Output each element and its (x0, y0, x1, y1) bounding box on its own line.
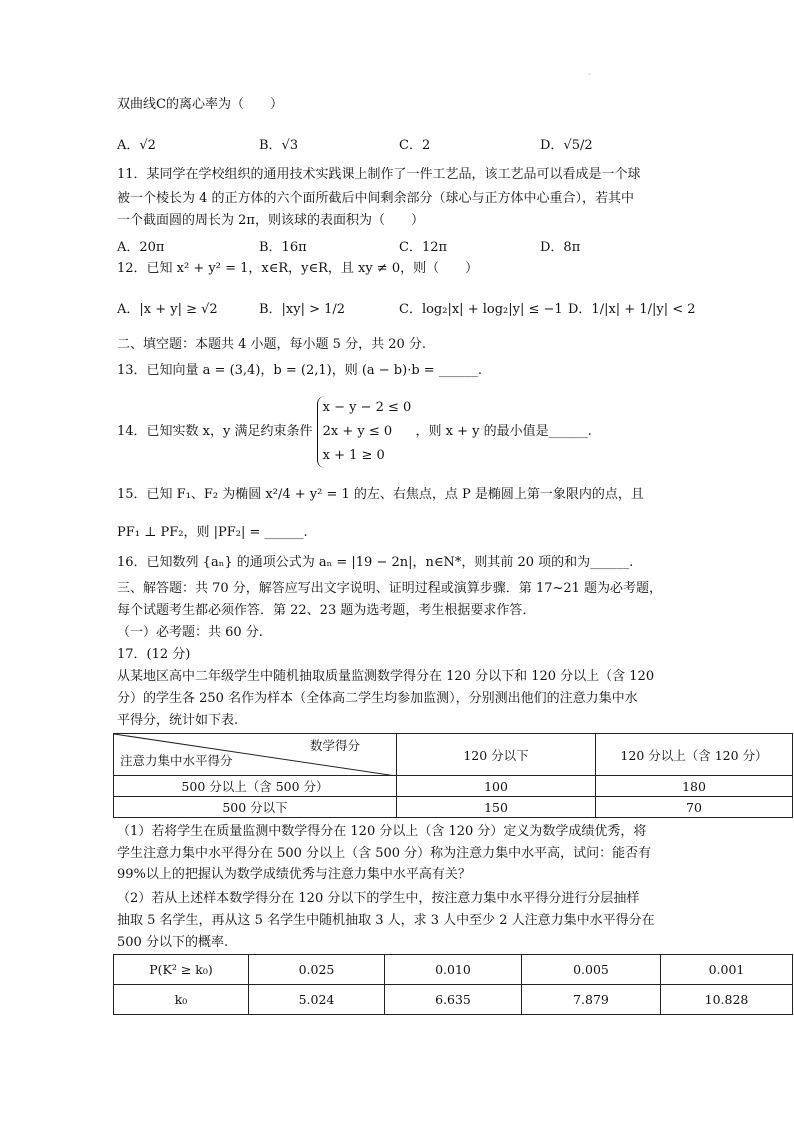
table-row (114, 985, 793, 1015)
q14-ineq-3: x + 1 ≥ 0 (322, 448, 385, 463)
table-row (114, 776, 793, 797)
q12-option-d: D．1/|x| + 1/|y| < 2 (568, 302, 696, 317)
cell: 0.001 (661, 955, 793, 985)
q14-pre: 14．已知实数 x，y 满足约束条件 (117, 424, 313, 439)
row-label-k0: k₀ (114, 985, 249, 1015)
q11-option-c: C．12π (399, 240, 448, 255)
q17-part2-line2: 抽取 5 名学生，再从这 5 名学生中随机抽取 3 人，求 3 人中至少 2 人注意力集中水平得分在 (117, 913, 655, 928)
q11-line3: 一个截面圆的周长为 2π，则该球的表面积为（ ） (117, 213, 424, 228)
row-label: 500 分以上（含 500 分） (114, 776, 397, 797)
cell: 10.828 (661, 985, 793, 1015)
q10-option-b: B．√3 (259, 138, 299, 153)
q17-part2-line1: （2）若从上述样本数学得分在 120 分以下的学生中，按注意力集中水平得分进行分层抽样 (117, 891, 640, 906)
attention-score-table (113, 733, 793, 818)
col-header-below-120: 120 分以下 (397, 734, 596, 776)
q17-line1: 从某地区高中二年级学生中随机抽取质量监测数学得分在 120 分以下和 120 分以上（含 120 (117, 669, 655, 684)
q11-line1: 11．某同学在学校组织的通用技术实践课上制作了一件工艺品，该工艺品可以看成是一个球 (117, 167, 641, 182)
section-3-line1: 三、解答题：共 70 分，解答应写出文字说明、证明过程或演算步骤．第 17~21 题为必考题， (117, 581, 663, 596)
q14-system (317, 396, 412, 468)
cell: 0.005 (522, 955, 661, 985)
q15-line1: 15．已知 F₁、F₂ 为椭圆 x²/4 + y² = 1 的左、右焦点，点 P 是椭圆上第一象限内的点，且 (117, 487, 644, 502)
q11-line2: 被一个棱长为 4 的正方体的六个面所截后中间剩余部分（球心与正方体中心重合），若其中 (117, 191, 635, 206)
cell: 7.879 (522, 985, 661, 1015)
header-math-score: 数学得分 (309, 738, 360, 753)
q16: 16．已知数列 {aₙ} 的通项公式为 aₙ = |19 − 2n|，n∈N*，则其前 20 项的和为______. (117, 555, 634, 570)
q11-option-d: D．8π (540, 240, 581, 255)
q17-part1-line1: （1）若将学生在质量监测中数学得分在 120 分以上（含 120 分）定义为数学成绩优秀，将 (117, 824, 647, 839)
critical-value-table (113, 954, 793, 1015)
q17-part2-line3: 500 分以下的概率. (117, 935, 229, 950)
cell: 5.024 (249, 985, 385, 1015)
q10-tail: 双曲线C的离心率为（ ） (117, 97, 283, 112)
q10-option-a: A．√2 (117, 138, 156, 153)
cell: 70 (596, 797, 793, 818)
q15-line2: PF₁ ⊥ PF₂，则 |PF₂| = ______. (117, 525, 308, 540)
q11-option-a: A．20π (117, 240, 165, 255)
cell: 0.025 (249, 955, 385, 985)
q17-line2: 分）的学生各 250 名作为样本（全体高二学生均参加监测），分别测出他们的注意力集中水 (117, 691, 638, 706)
section-2-heading: 二、填空题：本题共 4 小题，每小题 5 分，共 20 分. (117, 337, 427, 352)
diagonal-header-cell (114, 734, 397, 776)
q14-post: ，则 x + y 的最小值是______. (415, 424, 592, 439)
q17-part1-line2: 学生注意力集中水平得分在 500 分以上（含 500 分）称为注意力集中水平高，试问：能否有 (117, 846, 652, 861)
q14 (117, 396, 592, 468)
cell: 180 (596, 776, 793, 797)
q12-option-c: C．log₂|x| + log₂|y| ≤ −1 (399, 302, 563, 317)
q12-stem: 12．已知 x² + y² = 1，x∈R，y∈R，且 xy ≠ 0，则（ ） (117, 261, 479, 276)
cell: 150 (397, 797, 596, 818)
sub-section-heading: （一）必考题：共 60 分. (117, 625, 263, 640)
cell: 100 (397, 776, 596, 797)
q17-part1-line3: 99%以上的把握认为数学成绩优秀与注意力集中水平高有关？ (117, 867, 471, 882)
scan-dot: · (588, 70, 591, 79)
q10-option-d: D．√5/2 (540, 138, 593, 153)
q12-option-b: B．|xy| > 1/2 (259, 302, 346, 317)
col-header-above-120: 120 分以上（含 120 分） (596, 734, 793, 776)
q14-ineq-1: x − y − 2 ≤ 0 (322, 400, 412, 415)
cell: 6.635 (385, 985, 522, 1015)
header-attention-score: 注意力集中水平得分 (120, 753, 233, 768)
q10-option-c: C．2 (399, 138, 431, 153)
section-3-line2: 每个试题考生都必须作答．第 22、23 题为选考题，考生根据要求作答． (117, 603, 536, 618)
q17-line3: 平得分，统计如下表. (117, 713, 239, 728)
q13: 13．已知向量 a = (3,4)，b = (2,1)，则 (a − b)·b = ______. (117, 363, 482, 378)
cell: 0.010 (385, 955, 522, 985)
table-row (114, 955, 793, 985)
q17-heading: 17．(12 分) (117, 647, 191, 662)
row-label-probability: P(K² ≥ k₀) (114, 955, 249, 985)
q11-option-b: B．16π (259, 240, 307, 255)
q14-ineq-2: 2x + y ≤ 0 (322, 424, 393, 439)
q12-option-a: A．|x + y| ≥ √2 (117, 302, 218, 317)
row-label: 500 分以下 (114, 797, 397, 818)
table-row (114, 797, 793, 818)
